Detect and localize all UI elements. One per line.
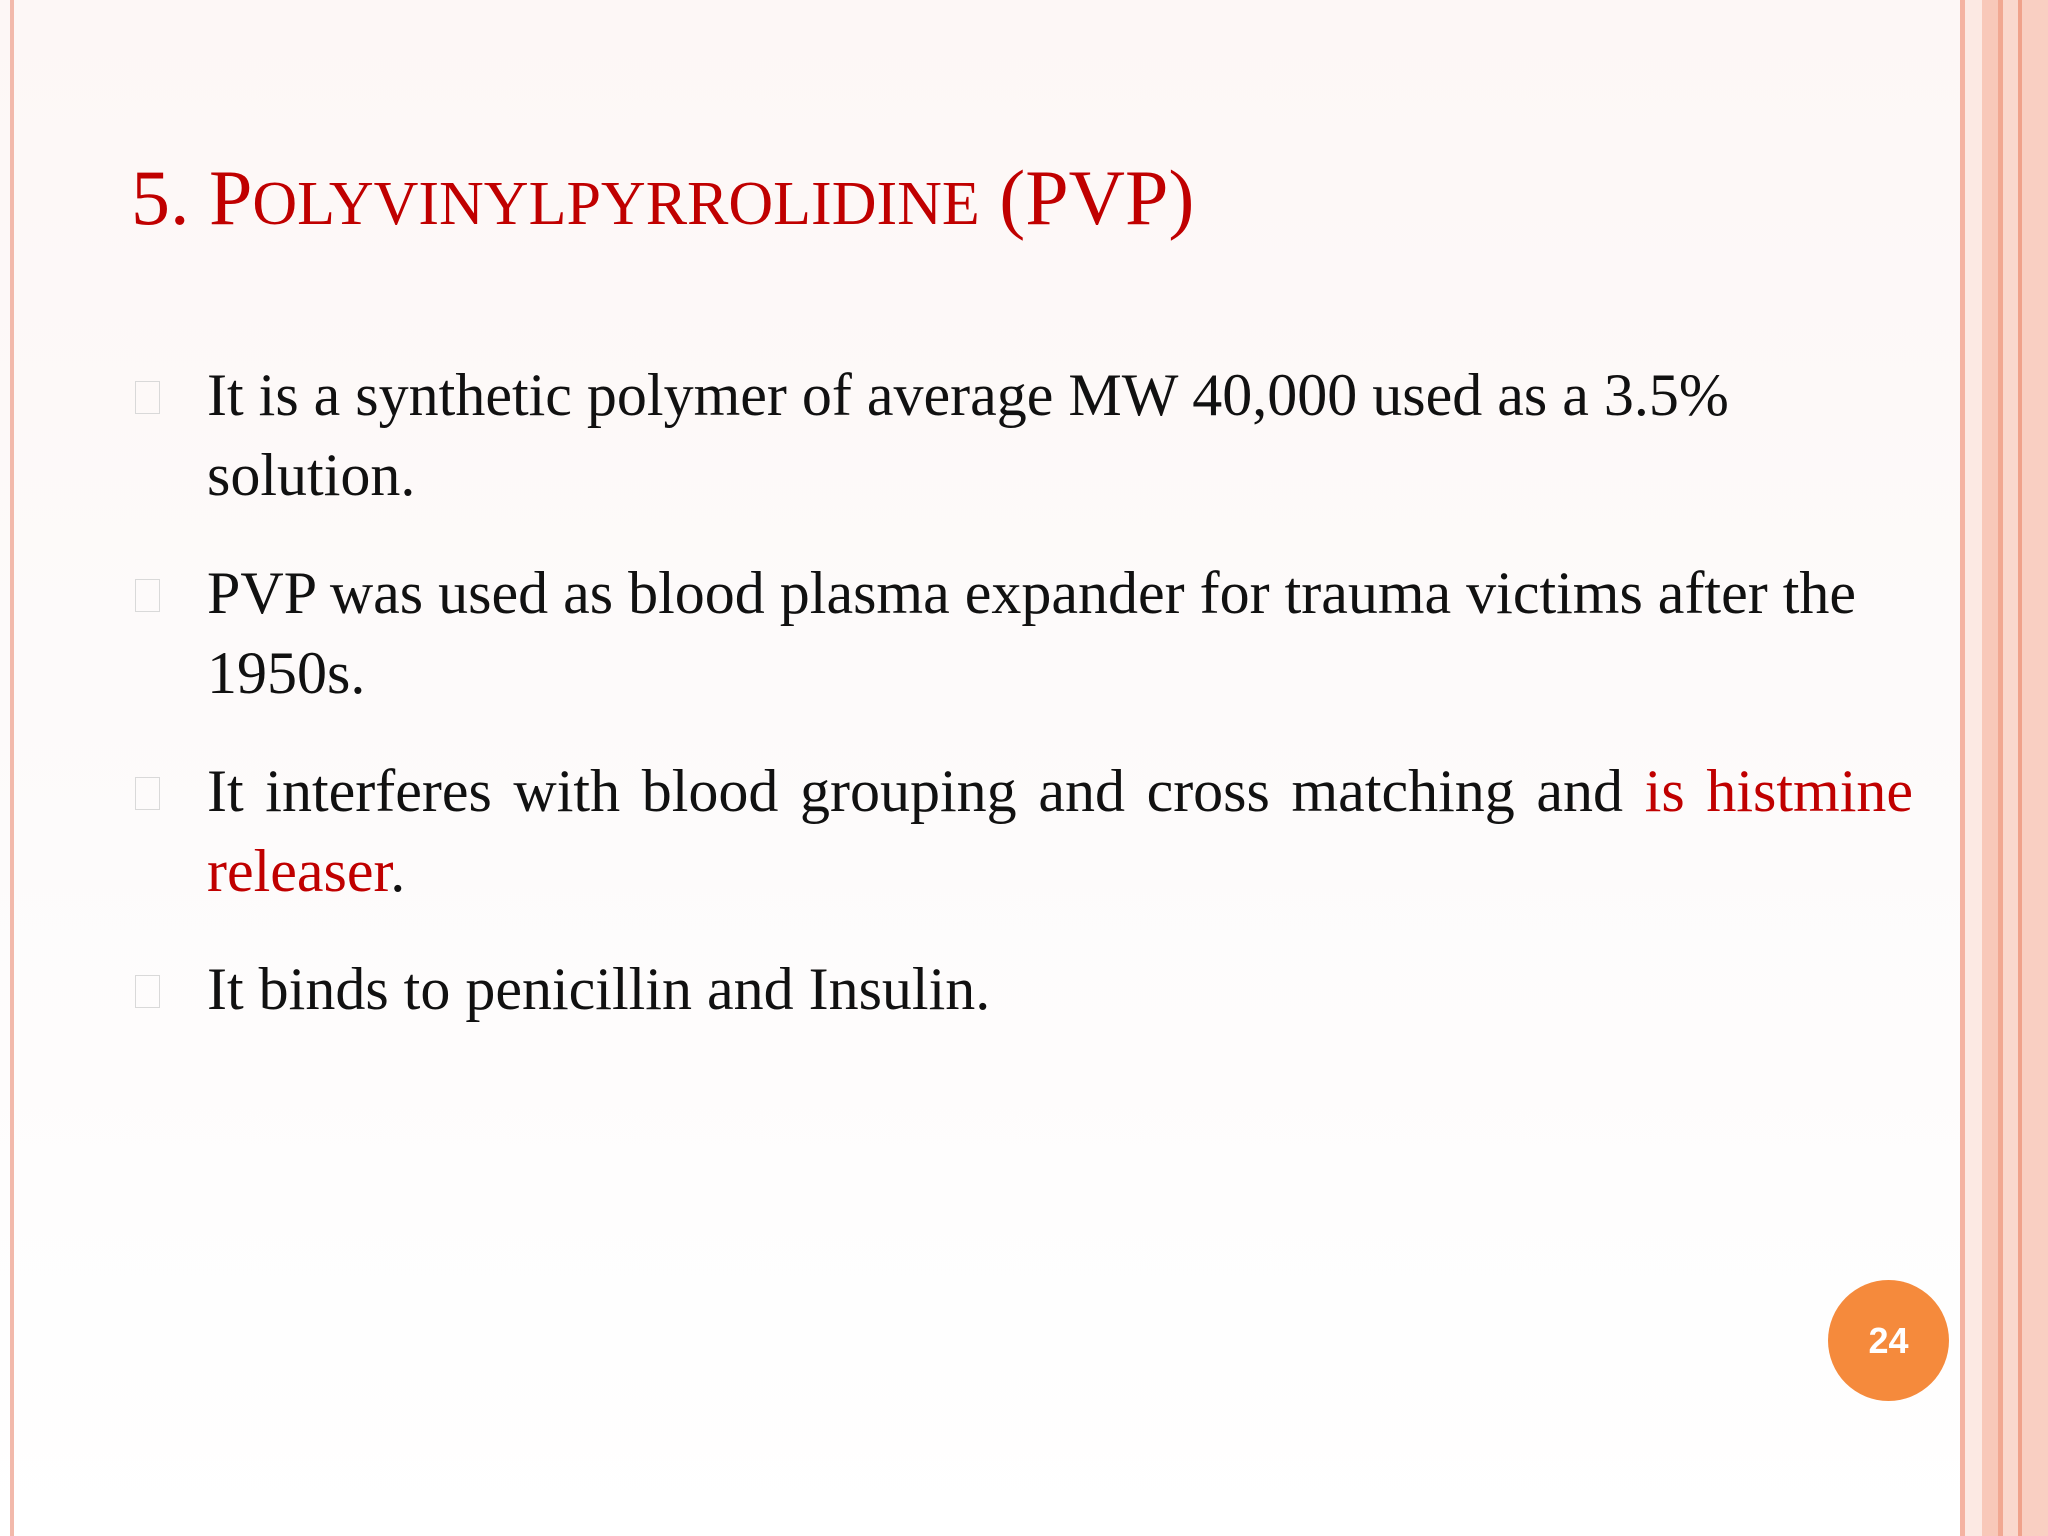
- bullet-text: PVP was used as blood plasma expander for trauma victims after the 1950s.: [207, 560, 1857, 706]
- bullet-marker-icon: [135, 381, 160, 414]
- bullet-text: It is a synthetic polymer of average MW 40,000 used as a 3.5% solution.: [207, 362, 1729, 508]
- page-number-badge: 24: [1828, 1280, 1949, 1401]
- bullet-text-period: .: [390, 838, 406, 904]
- bullet-marker-icon: [135, 777, 160, 810]
- title-word-smallcaps: OLYVINYLPYRROLIDINE: [252, 170, 980, 238]
- bullet-item: [133, 949, 1913, 1029]
- bullet-text: It binds to penicillin and Insulin.: [207, 956, 991, 1022]
- title-word-capital: P: [209, 154, 253, 241]
- title-number: 5.: [131, 154, 190, 241]
- bullet-item: [133, 553, 1913, 713]
- bullet-text-highlight: is histmine releaser: [207, 758, 1913, 904]
- bullet-text: [207, 751, 1913, 911]
- bullet-marker-icon: [135, 579, 160, 612]
- bullet-item: [133, 751, 1913, 911]
- title-abbreviation: (PVP): [999, 154, 1195, 241]
- bullet-text-plain: It interferes with blood grouping and cross matching and: [207, 758, 1645, 824]
- bullet-item: [133, 355, 1913, 515]
- bullet-marker-icon: [135, 975, 160, 1008]
